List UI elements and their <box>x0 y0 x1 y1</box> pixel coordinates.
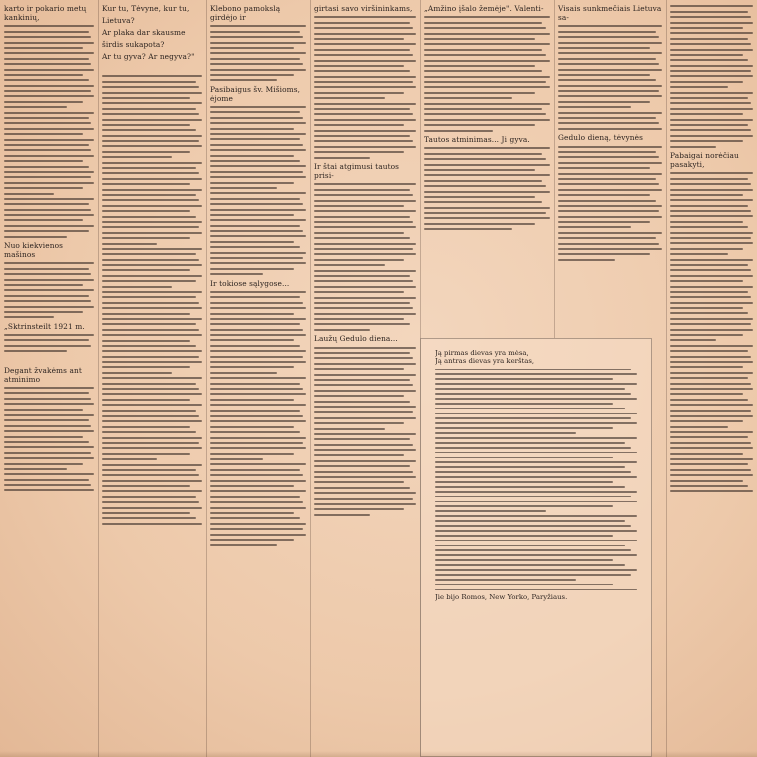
article-column-4 <box>310 0 420 757</box>
column-3-middle: Pasibaigus šv. Mišioms, ėjome <box>210 84 301 103</box>
column-6-middle: Gedulo dieną, tėvynės <box>558 133 643 143</box>
column-4-middle: Ir štai atgimusi tautos prisi- <box>314 161 400 180</box>
article-column-2 <box>98 0 206 757</box>
article-column-3 <box>206 0 310 757</box>
column-1-middle: Nuo kiekvienos mašinos <box>4 241 64 260</box>
column-4-later: Laužų Gedulo diena... <box>314 334 398 344</box>
poem-box <box>420 338 652 757</box>
verse-line: širdis sukapota? <box>102 40 165 49</box>
article-column-6 <box>554 0 666 338</box>
page-fold-shadow <box>0 751 757 757</box>
column-5-opening: „Amžino įšalo žemėje". Valenti- <box>424 4 544 13</box>
column-4-opening: girtasi savo viršininkams, <box>314 4 413 13</box>
column-5-middle: Tautos atminimas... Ji gyva. <box>424 134 530 144</box>
column-3-later: Ir tokiose sąlygose... <box>210 278 290 288</box>
verse-line: Kur tu, Tėvyne, kur tu, <box>102 4 190 13</box>
column-1-quote: „Sktrinsteilt 1921 m. <box>4 321 85 331</box>
column-1-opening: karto ir pokario metų kankinių, <box>4 4 87 22</box>
column-3-opening: Klebono pamokslą girdėjo ir <box>210 4 281 22</box>
verse-line: Ar tu gyva? Ar negyva?" <box>102 52 195 61</box>
article-column-5 <box>420 0 554 338</box>
verse-line: Lietuva? <box>102 16 135 25</box>
poem-line: Jie bijo Romos, New Yorko, Paryžiaus. <box>435 593 568 602</box>
poem-line: Ją pirmas dievas yra mėsa, <box>435 349 529 357</box>
article-column-7 <box>666 0 757 757</box>
verse-line: Ar plaka dar skausme <box>102 28 186 37</box>
column-6-opening: Visais sunkmečiais Lietuva sa- <box>558 4 662 22</box>
poem-line: Ją antras dievas yra kerštas, <box>435 357 535 366</box>
article-column-1 <box>0 0 98 757</box>
column-7-opening: Pabaigai norėčiau pasakyti, <box>670 150 739 169</box>
column-1-later: Degant žvakėms ant atminimo <box>4 365 82 384</box>
